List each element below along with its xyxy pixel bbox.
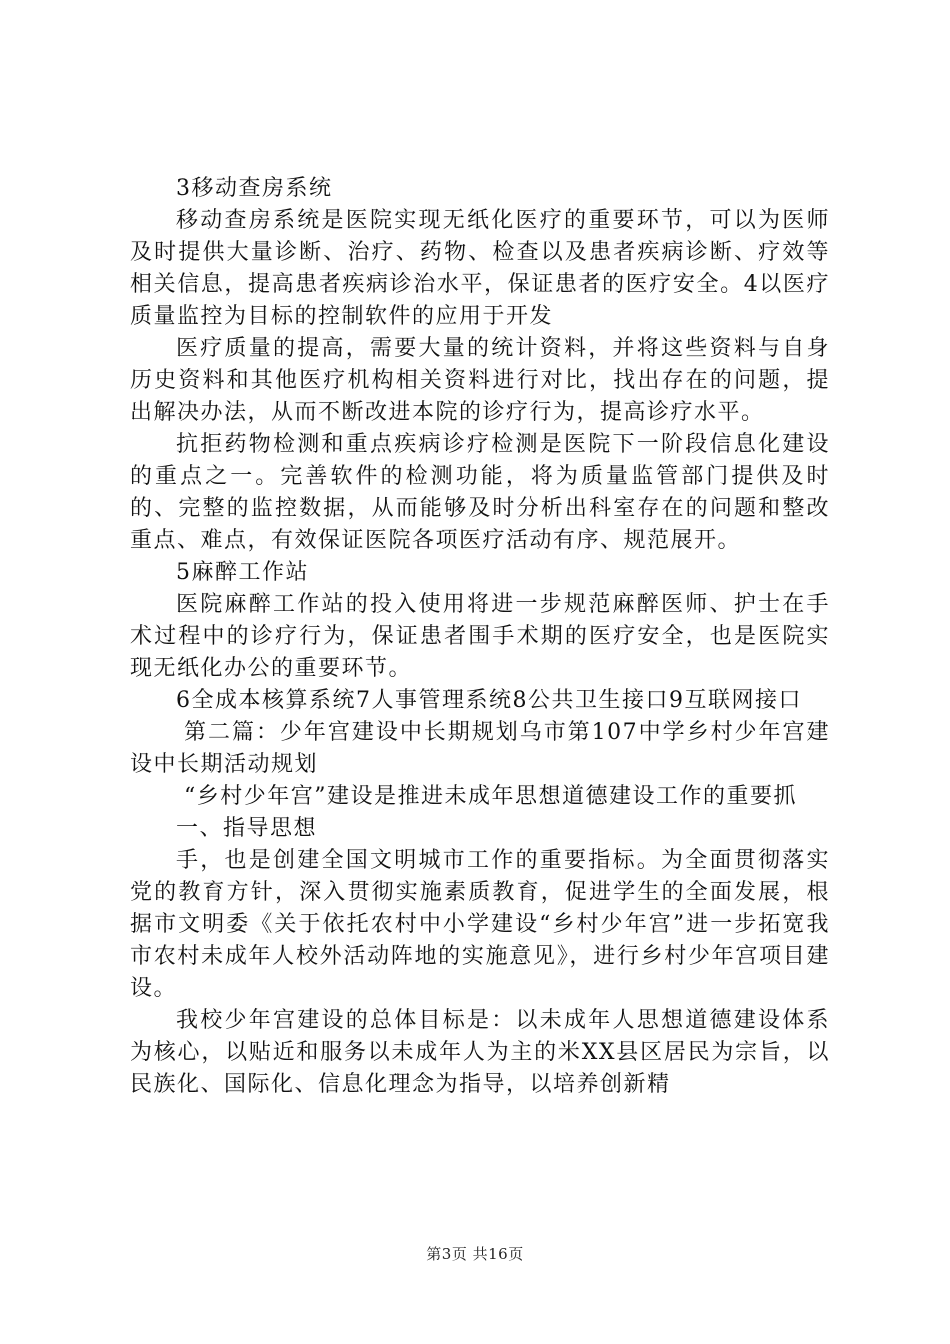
page-number-footer: 第3页 共16页 — [426, 1245, 524, 1263]
paragraph-overall-goal: 我校少年宫建设的总体目标是：以未成年人思想道德建设体系为核心，以贴近和服务以未成年人为主的米XX县区居民为宗旨，以民族化、国际化、信息化理念为指导，以培养创新精 — [130, 1008, 830, 1097]
paragraph-guiding-ideology: 手，也是创建全国文明城市工作的重要指标。为全面贯彻落实党的教育方针，深入贯彻实施素质教育，促进学生的全面发展，根据市文明委《关于依托农村中小学建设“乡村少年宫”进一步拓宽我市农村未成年人校外活动阵地的实施意见》，进行乡村少年宫项目建设。 — [130, 848, 830, 1001]
paragraph-anesthesia: 医院麻醉工作站的投入使用将进一步规范麻醉医师、护士在手术过程中的诊疗行为，保证患者围手术期的医疗安全，也是医院实现无纸化办公的重要环节。 — [130, 592, 830, 681]
section-heading-anesthesia: 5麻醉工作站 — [176, 560, 309, 585]
document-body — [130, 173, 830, 1101]
section-heading-guiding-ideology: 一、指导思想 — [176, 816, 318, 841]
section-heading-mobile-rounds: 3移动查房系统 — [176, 176, 333, 201]
paragraph-drug-monitoring: 抗拒药物检测和重点疾病诊疗检测是医院下一阶段信息化建设的重点之一。完善软件的检测功能，将为质量监管部门提供及时的、完整的监控数据，从而能够及时分析出科室存在的问题和整改重点、难点，有效保证医院各项医疗活动有序、规范展开。 — [130, 432, 830, 553]
paragraph-systems-list: 6全成本核算系统7人事管理系统8公共卫生接口9互联网接口 — [176, 688, 802, 713]
paragraph-quality-improvement: 医疗质量的提高，需要大量的统计资料，并将这些资料与自身历史资料和其他医疗机构相关资料进行对比，找出存在的问题，提出解决办法，从而不断改进本院的诊疗行为，提高诊疗水平。 — [130, 336, 830, 425]
paragraph-village-youth-palace: “乡村少年宫”建设是推进未成年思想道德建设工作的重要抓 — [184, 784, 797, 809]
chapter-title-second: 第二篇：少年宫建设中长期规划乌市第107中学乡村少年宫建设中长期活动规划 — [130, 720, 830, 777]
paragraph-mobile-rounds: 移动查房系统是医院实现无纸化医疗的重要环节，可以为医师及时提供大量诊断、治疗、药物、检查以及患者疾病诊断、疗效等相关信息，提高患者疾病诊治水平，保证患者的医疗安全。4以医疗质量监控为目标的控制软件的应用于开发 — [130, 208, 830, 329]
